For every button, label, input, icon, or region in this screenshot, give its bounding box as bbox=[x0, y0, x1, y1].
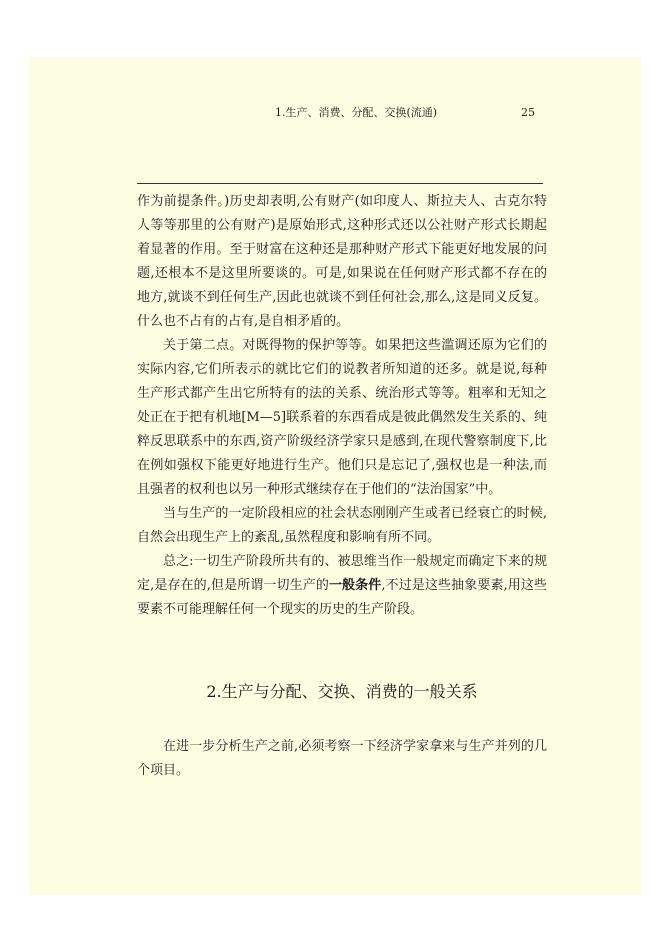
summary-text-after: ,不过是这些抽象要素,用这些要素不可能理解任何一个现实的历史的生产阶段。 bbox=[137, 578, 548, 617]
running-header-title: 1.生产、消费、分配、交换(流通) bbox=[275, 106, 438, 119]
summary-bold-term: 一般条件 bbox=[328, 578, 382, 593]
summary-text-before: 总之:一切生产阶段所共有的、被思维当作一般规定而确定下来的规定,是存在的,但是所谓一切生产的 bbox=[137, 554, 547, 593]
closing-text bbox=[137, 735, 547, 783]
body-text bbox=[137, 190, 547, 622]
paragraph-3: 当与生产的一定阶段相应的社会状态刚刚产生或者已经衰亡的时候,自然会出现生产上的紊乱,虽然程度和影响有所不同。 bbox=[137, 506, 547, 545]
closing-paragraph: 在进一步分析生产之前,必须考察一下经济学家拿来与生产并列的几个项目。 bbox=[137, 739, 547, 778]
paragraph-1: 作为前提条件。)历史却表明,公有财产(如印度人、斯拉夫人、古克尔特人等等那里的公有财产)是原始形式,这种形式还以公社财产形式长期起着显著的作用。至于财富在这种还是那种财产形式下能更好地发展的问题,还根本不是这里所要谈的。可是,如果说在任何财产形式都不存在的地方,就谈不到任何生产,因此也就谈不到任何社会,那么,这是同义反复。什么也不占有的占有,是自相矛盾的。 bbox=[137, 194, 547, 329]
header-rule bbox=[137, 183, 543, 184]
paragraph-summary bbox=[137, 550, 547, 622]
section-heading: 2.生产与分配、交换、消费的一般关系 bbox=[206, 682, 478, 701]
running-header bbox=[107, 103, 543, 123]
paragraph-2: 关于第二点。对既得物的保护等等。如果把这些滥调还原为它们的实际内容,它们所表示的就比它们的说教者所知道的还多。就是说,每种生产形式都产生出它所特有的法的关系、统治形式等等。粗率和无知之处正在于把有机地[M—5]联系着的东西看成是彼此偶然发生关系的、纯粹反思联系中的东西,资产阶级经济学家只是感到,在现代警察制度下,比在例如强权下能更好地进行生产。他们只是忘记了,强权也是一种法,而且强者的权利也以另一种形式继续存在于他们的“法治国家”中。 bbox=[137, 338, 547, 497]
page-number: 25 bbox=[521, 106, 535, 119]
